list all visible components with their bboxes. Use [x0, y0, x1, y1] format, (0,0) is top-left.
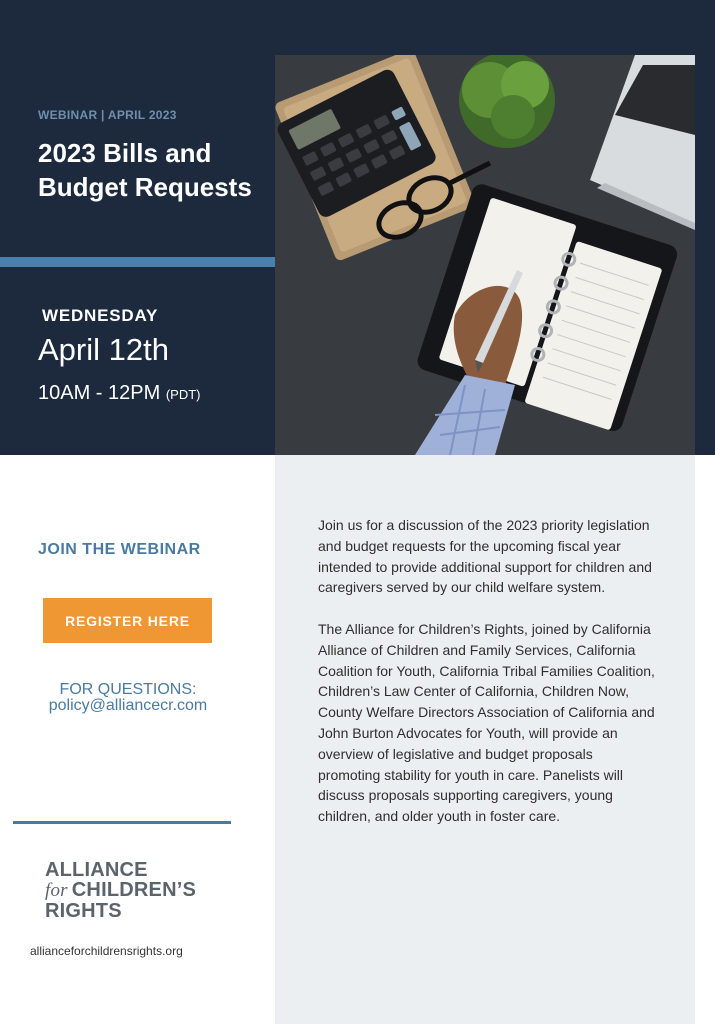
description-paragraph: Join us for a discussion of the 2023 priority legislation and budget requests for the upcoming fiscal year intended to provide additional support for children and caregivers served by our child welfare system. — [318, 517, 652, 596]
event-timezone: (PDT) — [165, 387, 201, 402]
hero-banner — [0, 0, 715, 455]
questions-contact — [28, 682, 228, 714]
logo-line-2 — [45, 880, 196, 901]
join-webinar-heading: JOIN THE WEBINAR — [38, 541, 201, 558]
event-time — [38, 382, 201, 405]
event-description — [318, 515, 658, 827]
page-title: 2023 Bills and Budget Requests — [38, 138, 252, 202]
questions-email-link[interactable]: policy@alliancecr.com — [48, 697, 208, 714]
logo-line-3: RIGHTS — [45, 900, 122, 922]
desk-photo — [275, 55, 695, 455]
logo-line-1: ALLIANCE — [45, 859, 148, 881]
logo-childrens: CHILDREN’S — [71, 879, 197, 901]
register-button[interactable]: REGISTER HERE — [43, 598, 212, 643]
description-paragraph: The Alliance for Children’s Rights, joined by California Alliance of Children and Family Services, California Coalition for Youth, California Tribal Families Coalition, Children’s Law Center of California, Children Now, County Welfare Directors Association of California and John Burton Advocates for Youth, will provide an overview of legislative and budget proposals promoting stability for youth in care. Panelists will discuss proposals supporting caregivers, young children, and older youth in foster care. — [318, 620, 655, 825]
logo-for: for — [45, 880, 68, 901]
event-eyebrow: WEBINAR | APRIL 2023 — [38, 108, 177, 122]
plant-icon — [459, 55, 555, 148]
event-date: April 12th — [38, 332, 169, 367]
questions-label: FOR QUESTIONS: — [59, 681, 197, 698]
section-divider — [13, 821, 231, 824]
desk-photo-illustration — [275, 55, 695, 455]
event-time-range: 10AM - 12PM — [38, 382, 166, 404]
website-link[interactable]: allianceforchildrensrights.org — [30, 944, 183, 958]
event-day: WEDNESDAY — [42, 306, 159, 325]
alliance-logo — [45, 860, 196, 921]
